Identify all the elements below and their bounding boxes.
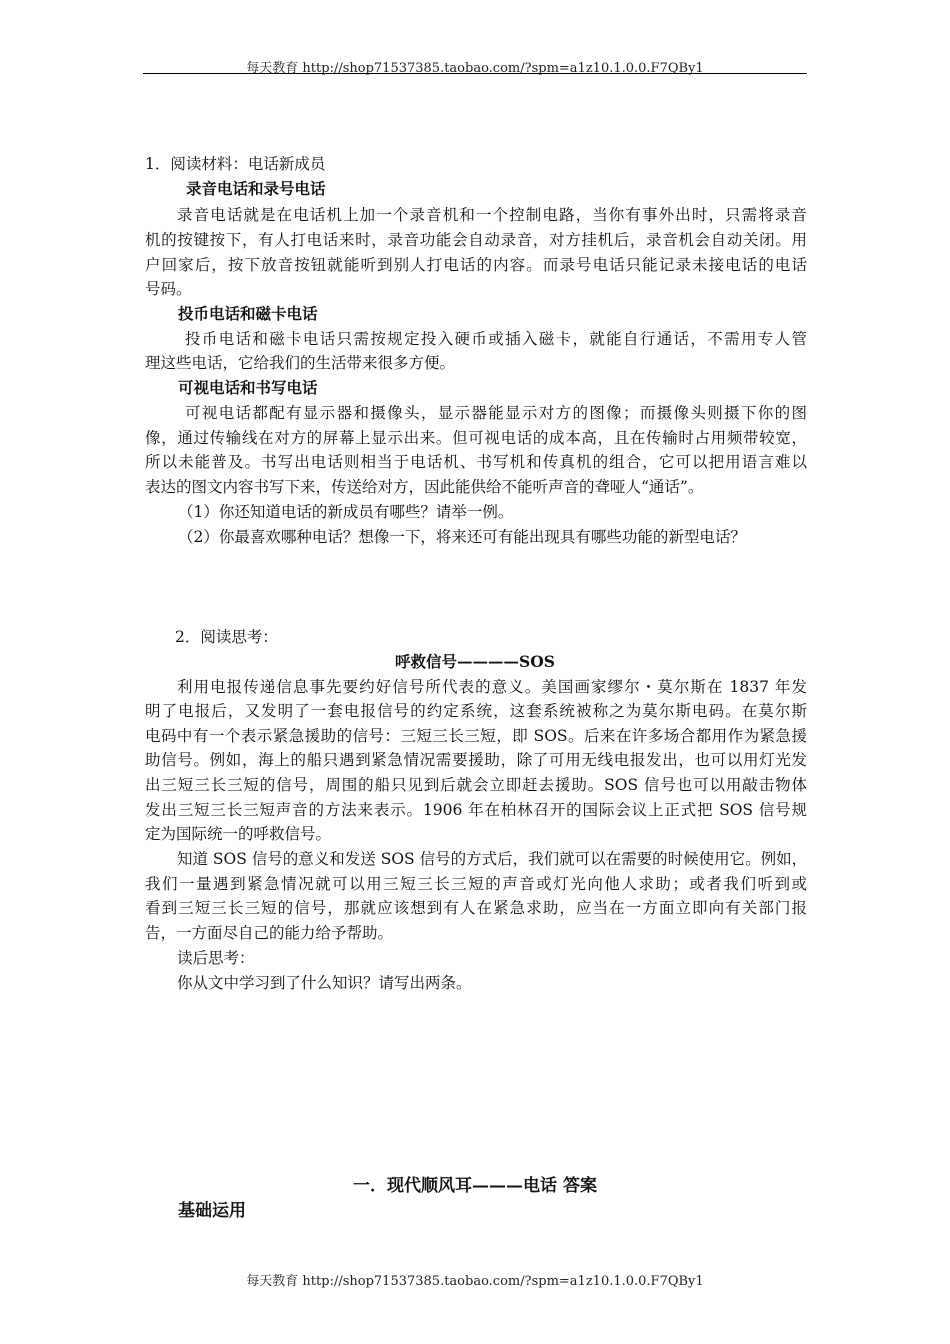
paragraph-line: 定为国际统一的呼救信号。 bbox=[145, 825, 332, 843]
paragraph-line: 发出三短三长三短声音的方法来表示。1906 年在柏林召开的国际会议上正式把 SOS 信号规 bbox=[145, 801, 807, 819]
after-reading-question: 你从文中学习到了什么知识？请写出两条。 bbox=[177, 974, 472, 992]
paragraph-line: 理这些电话，它给我们的生活带来很多方便。 bbox=[145, 354, 456, 372]
paragraph-line: 告，一方面尽自己的能力给予帮助。 bbox=[145, 924, 394, 942]
answers-subheading: 基础运用 bbox=[178, 1201, 246, 1221]
section2-title: 2．阅读思考： bbox=[175, 628, 278, 646]
paragraph-line: 机的按键按下，有人打电话来时，录音功能会自动录音，对方挂机后，录音机会自动关闭。用 bbox=[145, 231, 807, 249]
paragraph-line: 投币电话和磁卡电话只需按规定投入硬币或插入磁卡，就能自行通话，不需用专人管 bbox=[185, 330, 807, 348]
paragraph-line: 户回家后，按下放音按钮就能听到别人打电话的内容。而录号电话只能记录未接电话的电话 bbox=[145, 256, 807, 274]
section1-subheading-recording: 录音电话和录号电话 bbox=[186, 179, 326, 198]
paragraph-line: 利用电报传递信息事先要约好信号所代表的意义。美国画家缪尔・莫尔斯在 1837 年发 bbox=[177, 678, 807, 696]
paragraph-line: 出三短三长三短的信号，周围的船只见到后就会立即赶去援助。SOS 信号也可以用敲击物体 bbox=[145, 776, 807, 794]
paragraph-line: 看到三短三长三短的信号，那就应该想到有人在紧急求助，应当在一方面立即向有关部门报 bbox=[145, 899, 807, 917]
paragraph-line: 所以未能普及。书写出电话则相当于电话机、书写机和传真机的组合，它可以把用语言难以 bbox=[145, 453, 807, 471]
paragraph-line: 我们一量遇到紧急情况就可以用三短三长三短的声音或灯光向他人求助；或者我们听到或 bbox=[145, 875, 807, 893]
question-2: （2）你最喜欢哪种电话？想像一下，将来还可有能出现具有哪些功能的新型电话？ bbox=[178, 528, 746, 546]
page-header: 每天教育 http://shop71537385.taobao.com/?spm=a1z10.1.0.0.F7QBy1 bbox=[246, 61, 704, 76]
page-footer: 每天教育 http://shop71537385.taobao.com/?spm=a1z10.1.0.0.F7QBy1 bbox=[246, 1274, 704, 1289]
paragraph-line: 电码中有一个表示紧急援助的信号：三短三长三短，即 SOS。后来在许多场合都用作为紧急援 bbox=[145, 727, 807, 745]
header-divider bbox=[143, 73, 807, 74]
paragraph-line: 表达的图文内容书写下来，传送给对方，因此能供给不能听声音的聋哑人“通话”。 bbox=[145, 478, 704, 496]
paragraph-line: 号码。 bbox=[145, 280, 192, 298]
paragraph-line: 知道 SOS 信号的意义和发送 SOS 信号的方式后，我们就可以在需要的时候使用它。例如， bbox=[177, 850, 808, 868]
section1-subheading-video: 可视电话和书写电话 bbox=[178, 378, 318, 397]
question-1: （1）你还知道电话的新成员有哪些？请举一例。 bbox=[178, 503, 514, 521]
after-reading-label: 读后思考： bbox=[177, 949, 255, 967]
answers-title: 一．现代顺风耳———电话 答案 bbox=[353, 1176, 597, 1196]
sos-heading: 呼救信号————SOS bbox=[395, 652, 555, 671]
section1-title: 1．阅读材料：电话新成员 bbox=[145, 155, 326, 173]
paragraph-line: 可视电话都配有显示器和摄像头，显示器能显示对方的图像；而摄像头则摄下你的图 bbox=[185, 404, 807, 422]
section1-subheading-coin: 投币电话和磁卡电话 bbox=[178, 304, 318, 323]
paragraph-line: 像，通过传输线在对方的屏幕上显示出来。但可视电话的成本高，且在传输时占用频带较宽， bbox=[145, 429, 807, 447]
paragraph-line: 录音电话就是在电话机上加一个录音机和一个控制电路，当你有事外出时，只需将录音 bbox=[177, 206, 807, 224]
paragraph-line: 明了电报后，又发明了一套电报信号的约定系统，这套系统被称之为莫尔斯电码。在莫尔斯 bbox=[145, 702, 807, 720]
paragraph-line: 助信号。例如，海上的船只遇到紧急情况需要援助，除了可用无线电报发出，也可以用灯光发 bbox=[145, 751, 807, 769]
